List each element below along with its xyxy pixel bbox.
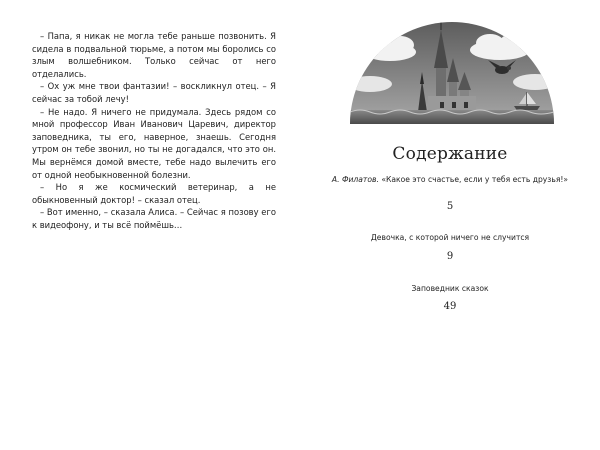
castle-illustration xyxy=(350,22,554,124)
toc-entry-title: Девочка, с которой ничего не случится xyxy=(370,233,530,242)
toc-entry-page: 5 xyxy=(446,201,454,212)
story-paragraph: – Вот именно, – сказала Алиса. – Сейчас я позову его к видеофону, и ты всё поймёшь… xyxy=(32,207,276,230)
right-page xyxy=(300,0,600,450)
toc-entry-page: 49 xyxy=(443,301,457,312)
toc-entry-title-text: «Какое это счастье, если у тебя есть друзья!» xyxy=(381,175,569,184)
toc-entry-author: А. Филатов. xyxy=(331,175,379,184)
cloud-icon xyxy=(364,36,416,61)
cloud-icon xyxy=(470,34,530,60)
toc-entry-title: Заповедник сказок xyxy=(411,284,489,293)
story-paragraph: – Ох уж мне твои фантазии! – воскликнул отец. – Я сейчас за тобой лечу! xyxy=(32,81,276,104)
toc-entry-title xyxy=(300,174,600,185)
story-text xyxy=(32,30,276,232)
story-paragraph: – Папа, я никак не могла тебе раньше позвонить. Я сидела в подвальной тюрьме, а потом мы боролись со злым волшебником. Только сейчас от него отделались. xyxy=(32,31,276,79)
toc-entry-page: 9 xyxy=(446,251,454,262)
story-paragraph: – Но я же космический ветеринар, а не обыкновенный доктор! – сказал отец. xyxy=(32,182,276,205)
toc-title: Содержание xyxy=(392,144,508,164)
story-paragraph: – Не надо. Я ничего не придумала. Здесь рядом со мной профессор Иван Иванович Царевич, директор заповедника, ты его, наверное, знаешь. Сегодня утром он тебе звонил, но ты не догадался, что это он. Мы вернёмся домой вместе, тебе надо вылечить его от одной необыкновенной болезни. xyxy=(32,106,276,180)
